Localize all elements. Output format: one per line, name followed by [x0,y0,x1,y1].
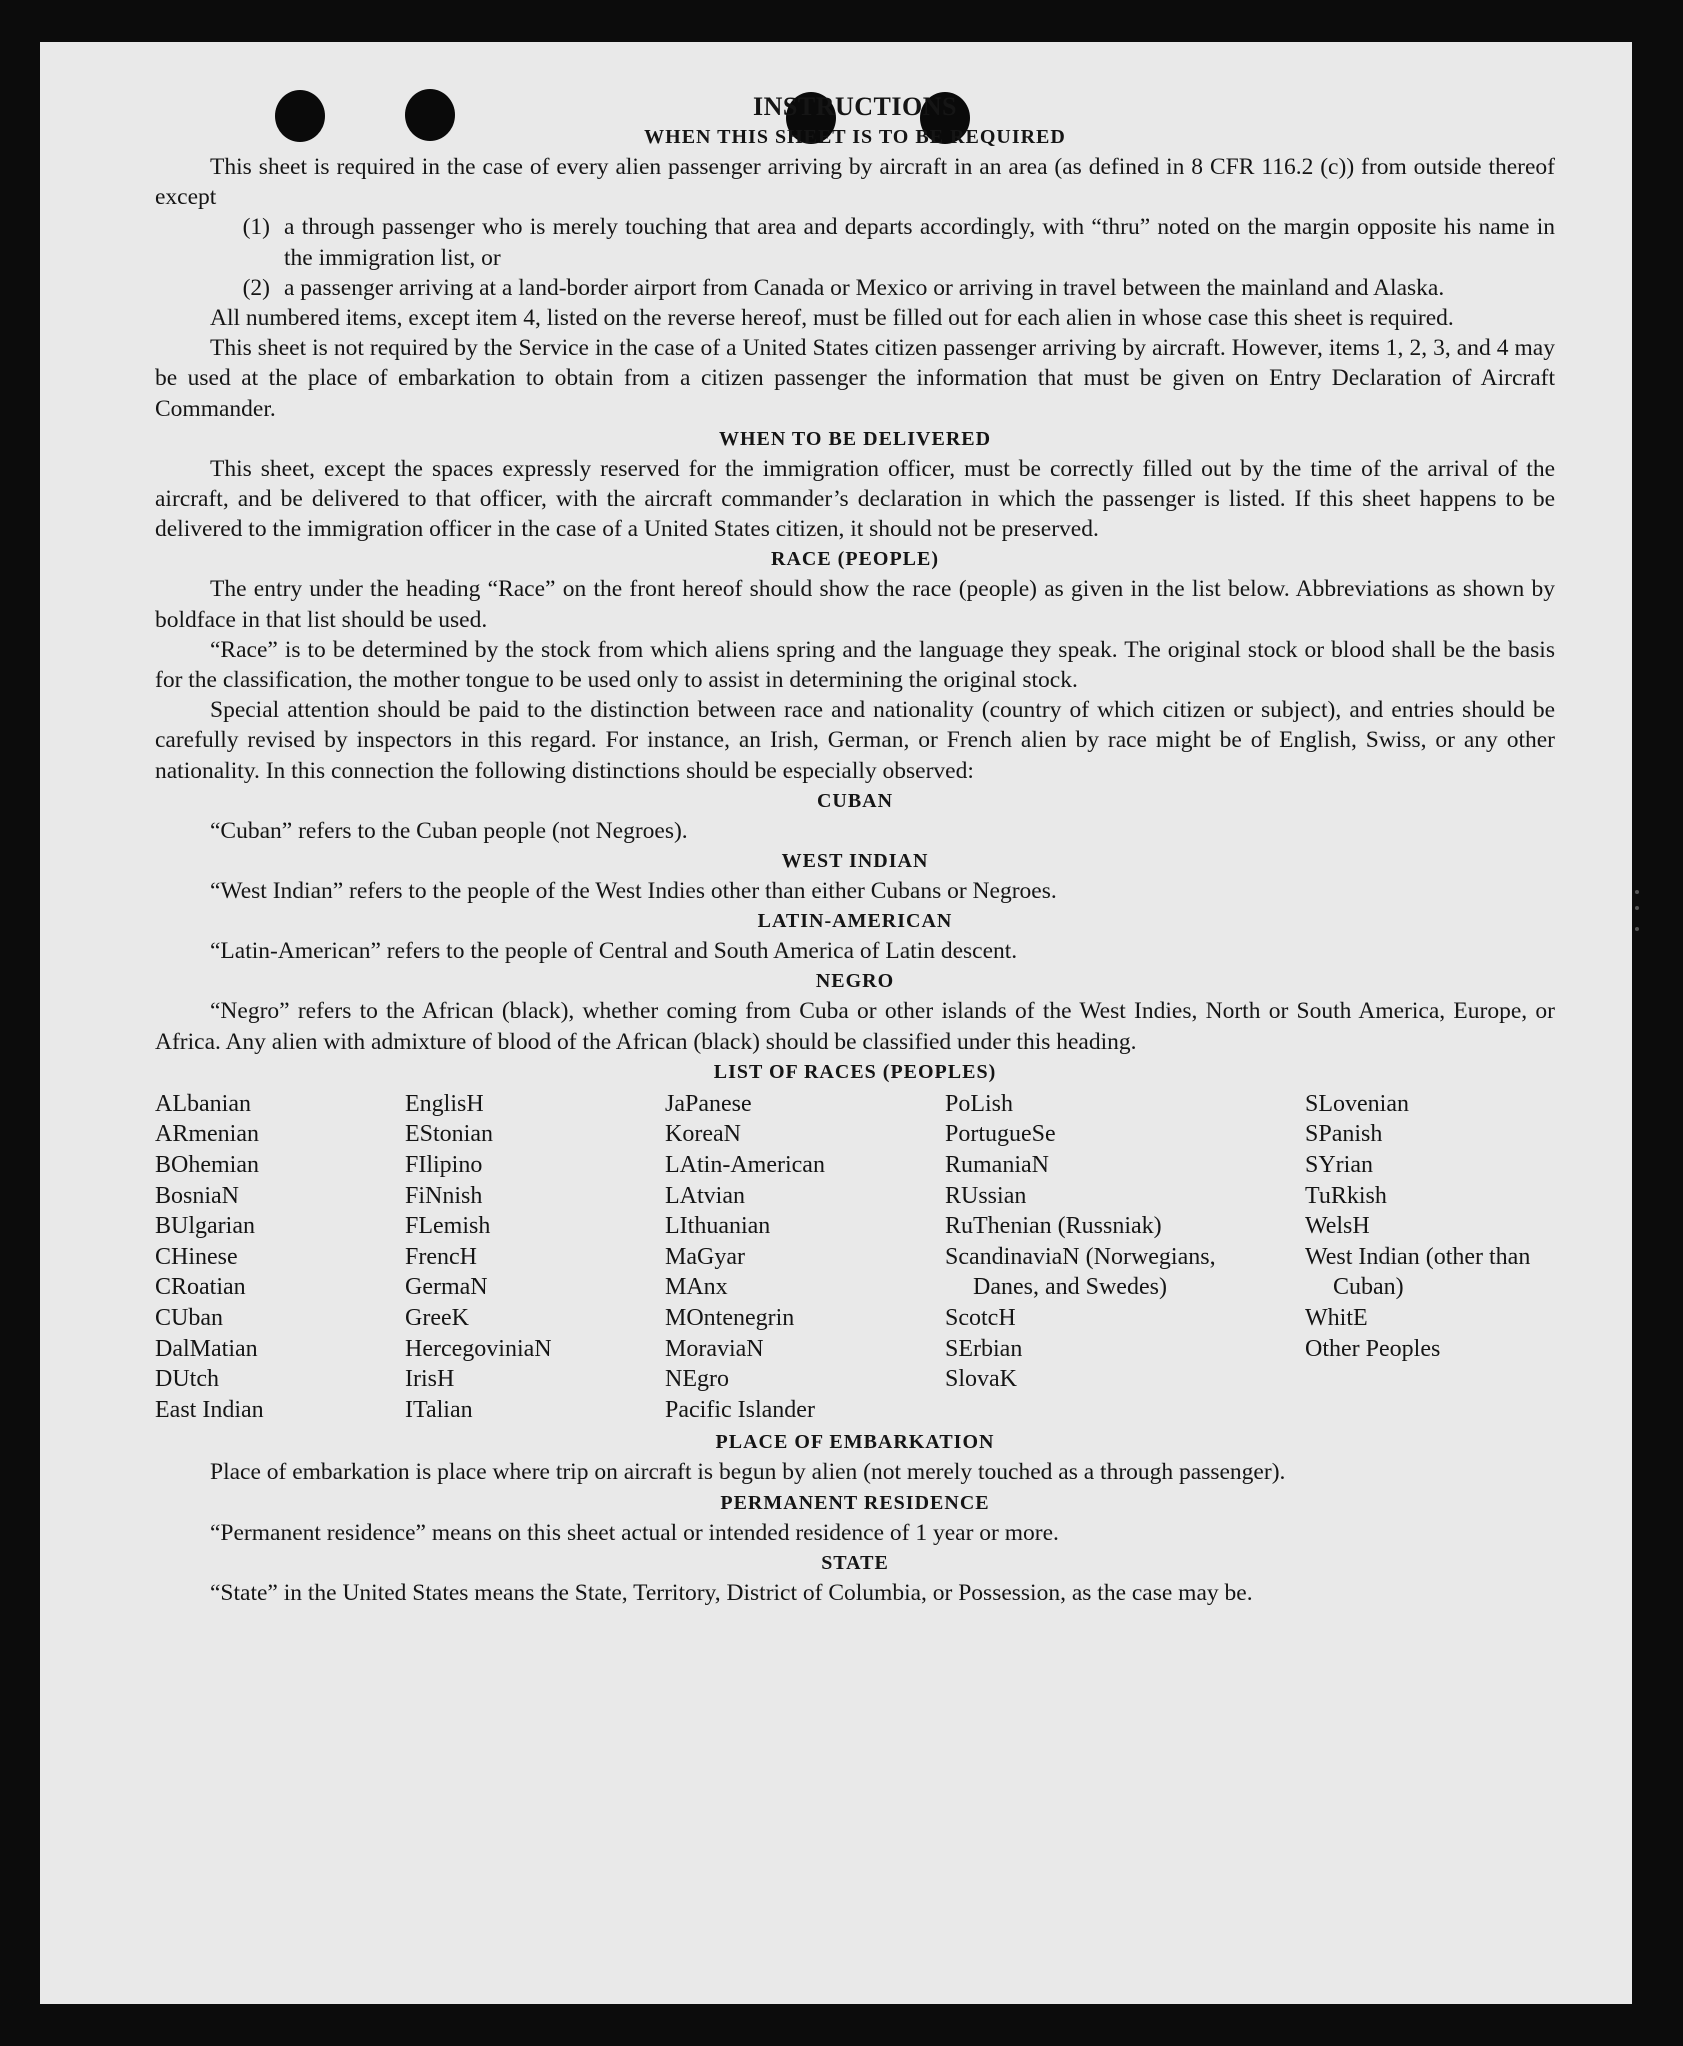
race-entry: CRoatian [155,1274,246,1301]
race-entry: FLemish [405,1213,491,1240]
race-entry: East Indian [155,1396,264,1423]
race-entry: Other Peoples [1305,1335,1441,1362]
race-entry: RUssian [945,1182,1027,1209]
paragraph: This sheet is not required by the Service in the case of a United States citizen passenger arriving by aircraft. However, items 1, 2, 3, and 4 may be used at the place of embarkation to obtain from a citizen passenger the information that must be given on Entry Declaration of Aircraft Commander. [155,335,1555,422]
race-entry: CUban [155,1305,223,1332]
list-item [155,273,1555,303]
section-heading: STATE [821,1551,889,1574]
race-entry: CHinese [155,1243,238,1270]
race-entry: BUlgarian [155,1213,255,1240]
races-column [945,1089,1305,1426]
races-column [405,1089,665,1426]
race-entry: EnglisH [405,1090,484,1117]
paragraph: This sheet, except the spaces expressly reserved for the immigration officer, must be correctly filled out by the time of the arrival of the aircraft, and be delivered to that officer, with the aircraft commander’s declaration in which the passenger is listed. If this sheet happens to be delivered to the immigration officer in the case of a United States citizen, it should not be preserved. [155,455,1555,543]
race-entry: GermaN [405,1274,488,1301]
race-entry: ScandinaviaN (Norwegians, Danes, and Swedes) [945,1243,1216,1301]
section-heading: NEGRO [815,970,895,993]
document-page [40,42,1632,2004]
race-entry: GreeK [405,1305,469,1332]
race-entry: SLovenian [1305,1090,1409,1117]
paragraph: “Cuban” refers to the Cuban people (not Negroes). [210,817,688,844]
race-entry: MAnx [665,1274,728,1301]
section-heading: LATIN-AMERICAN [757,910,953,933]
item-number: (2) [242,274,270,301]
race-entry: Pacific Islander [665,1396,815,1423]
paragraph: All numbered items, except item 4, listed on the reverse hereof, must be filled out for each alien in whose case this sheet is required. [210,305,1454,332]
section-heading: WHEN THIS SHEET IS TO BE REQUIRED [644,126,1066,148]
list-item [155,212,1555,272]
race-entry: MOntenegrin [665,1305,795,1332]
races-column [1305,1089,1555,1426]
section-heading: LIST OF RACES (PEOPLES) [713,1060,997,1083]
paragraph: “Race” is to be determined by the stock from which aliens spring and the language they speak. The original stock or blood shall be the basis for the classification, the mother tongue to be used only to assist in determining the original stock. [155,636,1555,694]
race-entry: MoraviaN [665,1335,764,1362]
race-entry: ITalian [405,1396,473,1423]
section-heading: WEST INDIAN [781,850,929,873]
paragraph: This sheet is required in the case of every alien passenger arriving by aircraft in an area (as defined in 8 CFR 116.2 (c)) from outside thereof except [155,154,1555,211]
race-entry: WelsH [1305,1213,1370,1240]
race-entry: DUtch [155,1366,219,1393]
race-entry: EStonian [405,1121,493,1148]
race-entry: BOhemian [155,1152,259,1179]
paragraph: Place of embarkation is place where trip on aircraft is begun by alien (not merely touched as a through passenger). [210,1459,1286,1486]
page-title: INSTRUCTIONS [753,92,957,121]
paragraph: The entry under the heading “Race” on the front hereof should show the race (people) as given in the list below. Abbreviations as shown by boldface in that list should be used. [155,576,1555,633]
paragraph: “Permanent residence” means on this sheet actual or intended residence of 1 year or more. [210,1519,1059,1546]
item-text: a passenger arriving at a land-border airport from Canada or Mexico or arriving in travel between the mainland and Alaska. [284,274,1445,301]
section-heading: CUBAN [816,789,894,812]
race-entry: PoLish [945,1090,1014,1117]
race-entry: KoreaN [665,1121,741,1148]
section-heading: PERMANENT RESIDENCE [720,1491,990,1514]
race-entry: SErbian [945,1335,1023,1362]
edge-mark [1635,927,1639,931]
race-entry: FrencH [405,1243,477,1270]
item-number: (1) [242,214,270,241]
race-entry: ALbanian [155,1090,251,1117]
race-entry: ScotcH [945,1305,1016,1332]
race-entry: PortugueSe [945,1121,1056,1148]
race-entry: BosniaN [155,1182,239,1209]
section-heading: RACE (PEOPLE) [771,548,939,571]
paragraph: “West Indian” refers to the people of the West Indies other than either Cubans or Negroes. [210,878,1057,905]
races-list [155,1089,1555,1426]
race-entry: FIlipino [405,1152,483,1179]
race-entry: HercegoviniaN [405,1335,552,1362]
races-column [155,1089,405,1426]
race-entry: JaPanese [665,1090,752,1117]
edge-mark [1635,906,1639,910]
race-entry: LAtvian [665,1182,745,1209]
race-entry: DalMatian [155,1335,258,1362]
edge-mark [1635,890,1639,894]
race-entry: WhitE [1305,1305,1368,1332]
race-entry: RuThenian (Russniak) [945,1213,1162,1240]
race-entry: West Indian (other than Cuban) [1305,1243,1531,1301]
race-entry: TuRkish [1305,1182,1387,1209]
paragraph: “Latin-American” refers to the people of Central and South America of Latin descent. [210,938,1018,965]
race-entry: SYrian [1305,1152,1373,1179]
race-entry: MaGyar [665,1243,745,1270]
race-entry: FiNnish [405,1182,483,1209]
race-entry: SlovaK [945,1366,1017,1393]
item-text: a through passenger who is merely touching that area and departs accordingly, with “thru” noted on the margin opposite his name in the immigration list, or [284,214,1555,271]
section-heading: WHEN TO BE DELIVERED [718,427,992,450]
paragraph: Special attention should be paid to the distinction between race and nationality (country of which citizen or subject), and entries should be carefully revised by inspectors in this regard. For instance, an Irish, German, or French alien by race might be of English, Swiss, or any other nationality. In this connection the following distinctions should be especially observed: [155,697,1555,784]
paragraph: “State” in the United States means the State, Territory, District of Columbia, or Possession, as the case may be. [210,1579,1253,1606]
instructions-body [155,92,1555,1608]
paragraph: “Negro” refers to the African (black), whether coming from Cuba or other islands of the West Indies, North or South America, Europe, or Africa. Any alien with admixture of blood of the African (black) should be classified under this heading. [155,998,1555,1055]
race-entry: NEgro [665,1366,729,1393]
race-entry: RumaniaN [945,1152,1049,1179]
race-entry: ARmenian [155,1121,259,1148]
section-heading: PLACE OF EMBARKATION [715,1431,995,1454]
races-column [665,1089,945,1426]
race-entry: SPanish [1305,1121,1383,1148]
race-entry: LAtin-American [665,1152,825,1179]
race-entry: IrisH [405,1366,455,1393]
race-entry: LIthuanian [665,1213,771,1240]
